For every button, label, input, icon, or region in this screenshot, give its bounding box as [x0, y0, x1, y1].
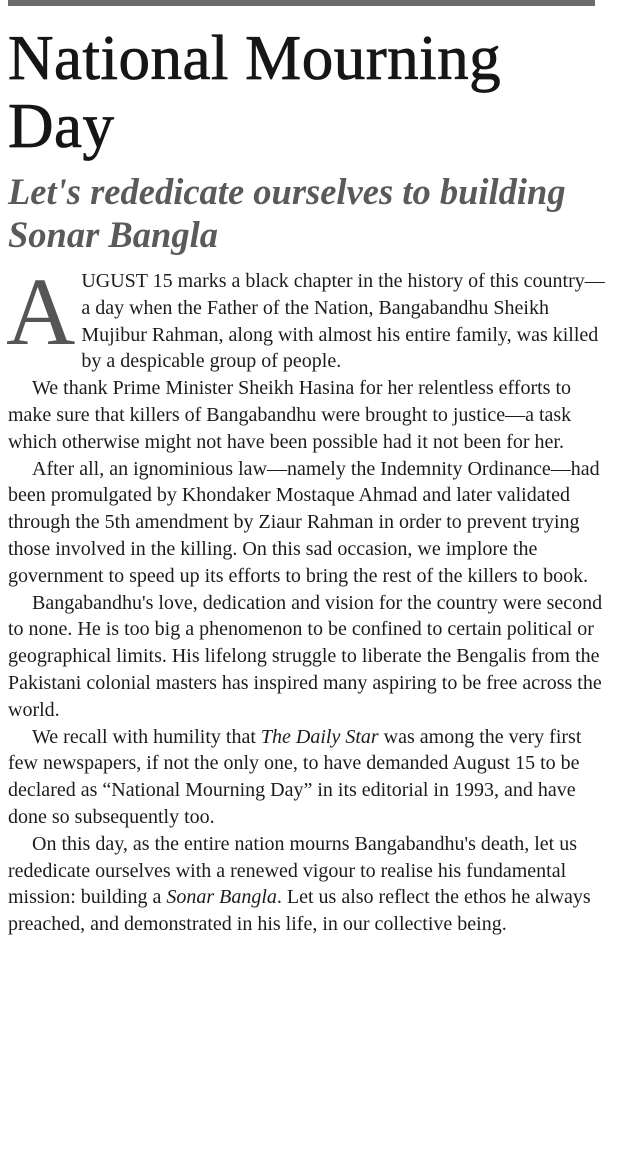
paragraph-6 — [8, 831, 606, 938]
article-body — [6, 258, 606, 938]
editorial-article — [8, 24, 606, 938]
top-rule — [8, 0, 595, 6]
paragraph-5-text-end: was among the very first few newspapers, if not the only one, to have demanded August 15 to be declared as “National Mourning Day” in its editorial in 1993, and have done so subsequently too. — [8, 725, 582, 828]
paragraph-5 — [8, 724, 606, 831]
paragraph-1 — [6, 258, 606, 375]
paragraph-5-text-start: We recall with humility that — [32, 725, 261, 748]
drop-cap: A — [6, 258, 76, 365]
paragraph-4: Bangabandhu's love, dedication and vision for the country were second to none. He is too big a phenomenon to be confined to certain political or geographical limits. His lifelong struggle to liberate the Bengalis from the Pakistani colonial masters has inspired many aspiring to be free across the world. — [8, 591, 603, 721]
paragraph-2: We thank Prime Minister Sheikh Hasina for her relentless efforts to make sure that killers of Bangabandhu were brought to justice—a task which otherwise might not have been possible had it not been for her. — [8, 377, 572, 453]
newspaper-name: The Daily Star — [260, 725, 379, 748]
subheadline: Let's rededicate ourselves to building Sonar Bangla — [8, 171, 566, 255]
paragraph-1-text: UGUST 15 marks a black chapter in the history of this country—a day when the Father of the Nation, Bangabandhu Sheikh Mujibur Rahman, along with almost his entire family, was killed by a despicable group of people. — [81, 270, 605, 373]
headline: National Mourning Day — [8, 23, 502, 161]
paragraph-6-text-end: . Let us also reflect the ethos he always preached, and demonstrated in his life, in our collective being. — [8, 886, 591, 936]
paragraph-3: After all, an ignominious law—namely the Indemnity Ordinance—had been promulgated by Khondaker Mostaque Ahmad and later validated through the 5th amendment by Ziaur Rahman in order to prevent trying those involved in the killing. On this sad occasion, we implore the government to speed up its efforts to bring the rest of the killers to book. — [8, 457, 600, 587]
paragraph-6-text-start: On this day, as the entire nation mourns Bangabandhu's death, let us rededicate ourselves with a renewed vigour to realise his fundamental mission: building a — [8, 832, 577, 909]
sonar-bangla-italic: Sonar Bangla — [166, 886, 277, 909]
